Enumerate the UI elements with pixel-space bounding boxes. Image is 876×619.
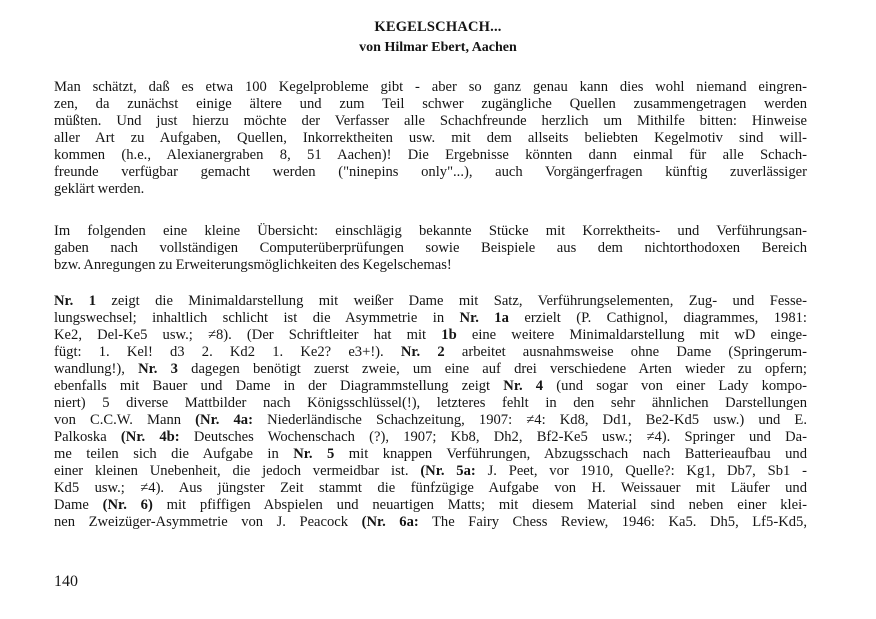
line-text: Palkoska — [54, 429, 121, 445]
text-line: geklärt werden. — [54, 181, 145, 197]
line-text: Deutsches Wochenschach (?), 1907; Kb8, Dh2, Bf2-Ke5 usw.; ≠4). Springer und Da- — [179, 429, 807, 445]
problem-ref: Nr. 3 — [138, 361, 178, 377]
article-title: KEGELSCHACH... — [374, 19, 502, 35]
line-text: mit pfiffigen Abspielen und neuartigen Matts; mit diesem Material sind neben einer klei- — [152, 497, 807, 513]
text-line: Im folgenden eine kleine Übersicht: einschlägig bekannte Stücke mit Korrektheits- und Verführungsan- — [54, 223, 807, 239]
line-text: niert) 5 diverse Mattbilder nach Königsschlüssel(!), letzteres fehlt in den sehr ähnlichen Darstellungen — [54, 395, 807, 411]
line-text: ebenfalls mit Bauer und Dame in der Diagrammstellung zeigt — [54, 378, 504, 394]
line-text: zeigt die Minimaldarstellung mit weißer Dame mit Satz, Verführungselementen, Zug- und Fesse- — [96, 293, 807, 309]
text-line: müßten. Und just hierzu möchte der Verfasser alle Schachfreunde herzlich um Mithilfe bitten: Hinweise — [54, 113, 807, 129]
line-text: me teilen sich die Aufgabe in — [54, 446, 294, 462]
problem-ref: 1b — [441, 327, 457, 343]
line-text: The Fairy Chess Review, 1946: Ka5. Dh5, Lf5-Kd5, — [418, 514, 807, 530]
text-line: gaben nach vollständigen Computerüberprüfungen sowie Beispiele aus dem nichtorthodoxen Bereich — [54, 240, 807, 256]
text-line — [54, 293, 807, 310]
line-text: einer kleinen Unebenheit, die jedoch vermeidbar ist. — [54, 463, 421, 479]
text-line — [54, 497, 807, 514]
problem-ref: (Nr. 5a: — [420, 463, 476, 479]
line-text: mit knappen Verführungen, Abzugsschach nach Batterieaufbau und — [334, 446, 807, 462]
line-text: lungswechsel; inhaltlich schlicht ist die Asymmetrie in — [54, 310, 460, 326]
line-text: erzielt (P. Cathignol, diagrammes, 1981: — [508, 310, 807, 326]
problem-ref: Nr. 1 — [54, 293, 96, 309]
text-line: bzw. Anregungen zu Erweiterungsmöglichkeiten des Kegelschemas! — [54, 257, 452, 273]
text-line: zen, da zunächst einige ältere und zum Teil schwer zugängliche Quellen zusammengetragen werden — [54, 96, 807, 112]
paragraph-overview — [54, 223, 807, 274]
text-line — [54, 344, 807, 361]
line-text: (und sogar von einer Lady kompo- — [543, 378, 807, 394]
line-text: wandlung!), — [54, 361, 139, 377]
text-line — [54, 310, 807, 327]
problem-ref: (Nr. 4b: — [120, 429, 180, 445]
text-line: freunde verfügbar gemacht werden ("ninepins only"...), auch Vorgängerfragen künftig zuverlässiger — [54, 164, 807, 180]
problem-ref: Nr. 5 — [293, 446, 335, 462]
text-line — [54, 463, 807, 480]
text-line: kommen (h.e., Alexianergraben 8, 51 Aachen)! Die Ergebnisse könnten dann einmal für alle Schach- — [54, 147, 807, 163]
text-line: Man schätzt, daß es etwa 100 Kegelprobleme gibt - aber so ganz genau kann dies wohl niemand eingren- — [54, 79, 807, 95]
line-text: arbeitet ausnahmsweise ohne Dame (Springerum- — [444, 344, 807, 360]
text-line — [54, 446, 807, 463]
paragraph-intro — [54, 79, 807, 198]
line-text: dagegen benötigt zuerst zweie, um eine auf drei verschiedene Arten wieder zu opfern; — [177, 361, 807, 377]
page-number: 140 — [54, 573, 78, 590]
problem-ref: (Nr. 4a: — [195, 412, 253, 428]
text-line — [54, 361, 807, 378]
problem-ref: Nr. 2 — [400, 344, 445, 360]
problem-ref: (Nr. 6) — [102, 497, 153, 513]
text-line — [54, 514, 807, 531]
text-line — [54, 429, 807, 446]
text-line — [54, 412, 807, 429]
text-line — [54, 378, 807, 395]
line-text: fügt: 1. Kel! d3 2. Kd2 1. Ke2? e3+!). — [54, 344, 401, 360]
line-text: Niederländische Schachzeitung, 1907: ≠4: Kd8, Dd1, Be2-Kd5 usw.) und E. — [252, 412, 807, 428]
line-text: Kd5 usw.; ≠4). Aus jüngster Zeit stammt die fünfzügige Aufgabe von H. Weissauer mit Läufer und — [54, 480, 807, 496]
problem-ref: Nr. 1a — [459, 310, 509, 326]
article-byline: von Hilmar Ebert, Aachen — [359, 40, 517, 55]
line-text: eine weitere Minimaldarstellung mit wD einge- — [456, 327, 807, 343]
text-line: aller Art zu Aufgaben, Quellen, Inkorrektheiten usw. mit dem allseits beliebten Kegelmotiv sind will- — [54, 130, 807, 146]
problem-ref: (Nr. 6a: — [361, 514, 419, 530]
line-text: J. Peet, vor 1910, Quelle?: Kg1, Db7, Sb1 - — [475, 463, 807, 479]
text-line — [54, 395, 807, 412]
paragraph-problems — [54, 293, 807, 531]
line-text: von C.C.W. Mann — [54, 412, 196, 428]
line-text: nen Zweizüger-Asymmetrie von J. Peacock — [54, 514, 362, 530]
problem-ref: Nr. 4 — [503, 378, 544, 394]
line-text: Dame — [54, 497, 103, 513]
line-text: Ke2, Del-Ke5 usw.; ≠8). (Der Schriftleiter hat mit — [54, 327, 442, 343]
text-line — [54, 480, 807, 497]
text-line — [54, 327, 807, 344]
